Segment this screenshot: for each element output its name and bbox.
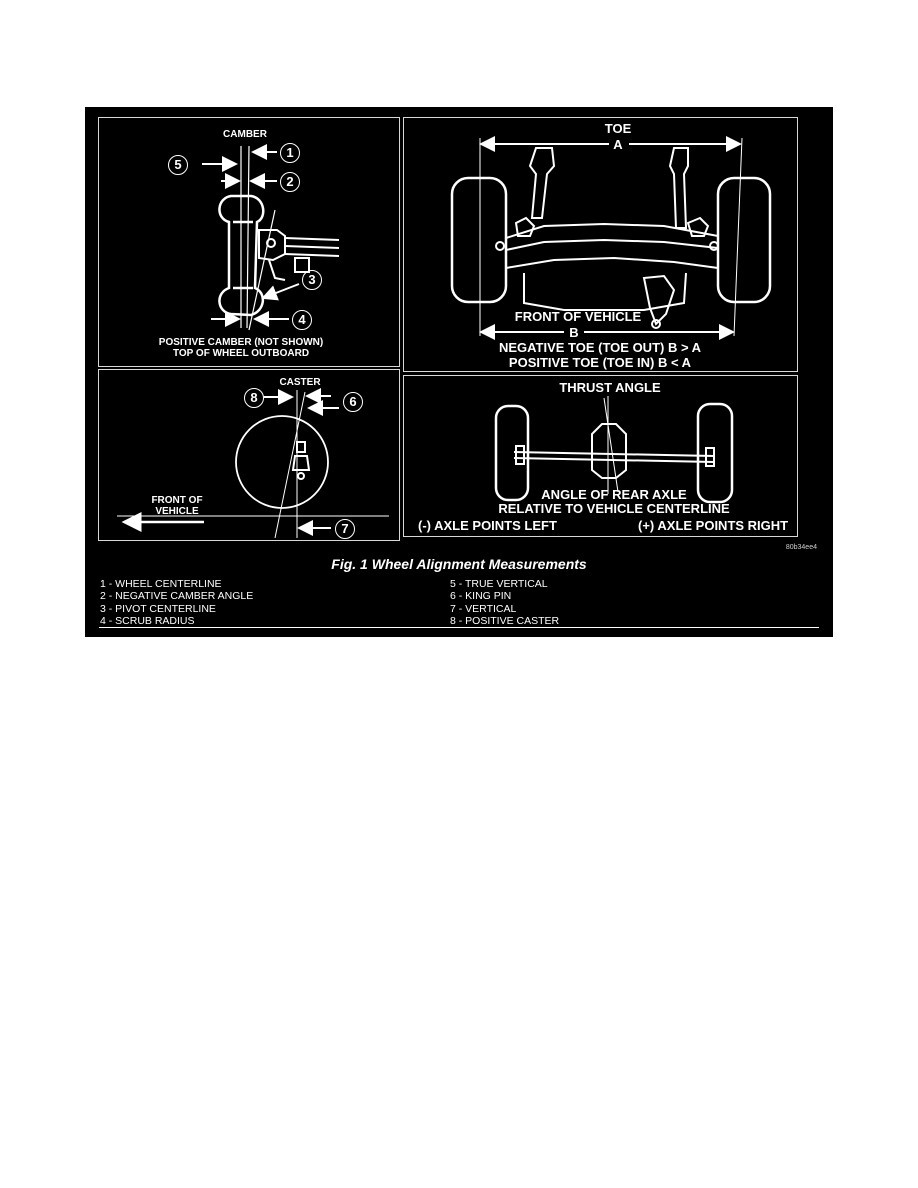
callout-7: 7 bbox=[335, 519, 355, 539]
arrow-3 bbox=[263, 284, 299, 298]
thrust-angle-line1: ANGLE OF REAR AXLE bbox=[541, 487, 687, 502]
callout-8: 8 bbox=[244, 388, 264, 408]
knuckle-assembly bbox=[259, 230, 339, 280]
thrust-angle-panel bbox=[403, 375, 798, 537]
legend-left-column bbox=[100, 578, 253, 627]
callout-6: 6 bbox=[343, 392, 363, 412]
toe-panel bbox=[403, 117, 798, 372]
wheel-alignment-figure bbox=[85, 107, 833, 637]
wheel-circle bbox=[236, 416, 328, 508]
camber-panel bbox=[98, 117, 400, 367]
camber-title: CAMBER bbox=[223, 129, 267, 140]
left-front-tire bbox=[452, 178, 506, 302]
toe-drawing bbox=[404, 118, 799, 373]
axle-points-left: (-) AXLE POINTS LEFT bbox=[418, 518, 557, 533]
thrust-angle-line2: RELATIVE TO VEHICLE CENTERLINE bbox=[498, 501, 730, 516]
pivot-centerline-line bbox=[249, 210, 275, 330]
legend-item: 4 - SCRUB RADIUS bbox=[100, 614, 195, 627]
caster-front-line1: FRONT OF bbox=[151, 495, 203, 506]
legend-item: 1 - WHEEL CENTERLINE bbox=[100, 578, 222, 590]
right-front-tire bbox=[718, 178, 770, 302]
legend-divider bbox=[99, 627, 819, 628]
toe-front-of-vehicle: FRONT OF VEHICLE bbox=[514, 309, 642, 324]
spindle-assembly bbox=[293, 442, 309, 479]
camber-note-line2: TOP OF WHEEL OUTBOARD bbox=[172, 348, 310, 359]
dim-b-label: B bbox=[569, 325, 579, 340]
callout-3: 3 bbox=[302, 270, 322, 290]
camber-drawing bbox=[99, 118, 401, 368]
reference-code: 80b34ee4 bbox=[785, 544, 817, 551]
front-suspension-frame bbox=[496, 148, 718, 328]
negative-toe-note: NEGATIVE TOE (TOE OUT) B > A bbox=[498, 340, 702, 355]
caster-title: CASTER bbox=[279, 377, 321, 388]
legend-right-column bbox=[450, 578, 559, 627]
axle-points-right: (+) AXLE POINTS RIGHT bbox=[638, 518, 789, 533]
callout-1: 1 bbox=[280, 143, 300, 163]
dim-a-label: A bbox=[613, 137, 623, 152]
legend-item: 8 - POSITIVE CASTER bbox=[450, 614, 560, 627]
right-tire-centerline bbox=[734, 138, 742, 336]
legend-item: 2 - NEGATIVE CAMBER ANGLE bbox=[100, 590, 254, 603]
caster-front-line2: VEHICLE bbox=[155, 506, 199, 517]
callout-2: 2 bbox=[280, 172, 300, 192]
positive-toe-note: POSITIVE TOE (TOE IN) B < A bbox=[508, 355, 692, 370]
thrust-title: THRUST ANGLE bbox=[559, 380, 661, 395]
legend-item: 3 - PIVOT CENTERLINE bbox=[100, 602, 216, 615]
caster-panel bbox=[98, 369, 400, 541]
toe-title: TOE bbox=[604, 121, 632, 136]
callout-5: 5 bbox=[168, 155, 188, 175]
legend-item: 7 - VERTICAL bbox=[450, 602, 517, 615]
camber-note-line1: POSITIVE CAMBER (NOT SHOWN) bbox=[158, 337, 324, 348]
wheel-centerline-line bbox=[247, 146, 249, 328]
figure-caption: Fig. 1 Wheel Alignment Measurements bbox=[331, 556, 587, 572]
rear-axle-assembly bbox=[514, 424, 714, 478]
legend-item: 6 - KING PIN bbox=[450, 590, 512, 603]
callout-4: 4 bbox=[292, 310, 312, 330]
legend-item: 5 - TRUE VERTICAL bbox=[450, 578, 548, 590]
